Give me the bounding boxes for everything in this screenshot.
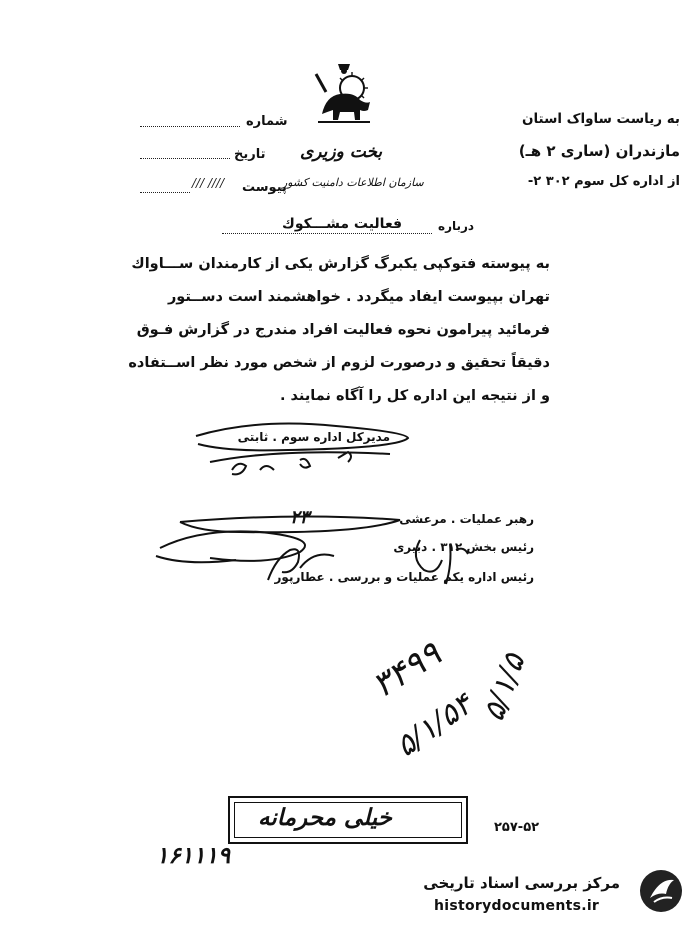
number-label: شماره [246,114,288,129]
operations-line: رهبر عملیات . مرعشی [399,512,534,526]
handwritten-stamp: سازمان اطلاعات دامنیت کشور [282,176,424,189]
handwritten-number: ۳۴۹۹ [364,633,449,707]
body-line-5: و از نتیجه این اداره کل را آگاه نمایند . [280,388,550,404]
handwritten-date-2: ۵/۱/۵۴ [389,686,480,765]
org-line-1: به ریاست ساواک استان [521,111,680,127]
corner-number: ۱۶۱۱۱۹ [156,842,231,869]
section-head-line: رئیس بخش ۳۱۲ . دبیری [393,540,534,554]
document-code: ۲۵۷-۵۲ [494,820,540,835]
footer-center-name: مرکز بررسی اسناد تاریخی [423,874,620,892]
archive-logo-icon [638,868,684,914]
body-line-2: تهران بپیوست ایفاد میگردد . خواهشمند است دســتور [167,289,550,305]
subject-value: فعالیت مشـــکوك [282,216,403,232]
date-label: تاریخ [234,147,266,162]
attachment-label: پیوست [242,180,287,195]
subject-label: درباره [438,219,475,233]
confidential-stamp-text: خیلی محرمانه [258,804,392,831]
lion-and-sun-emblem [308,62,380,134]
operations-hand: ۲۳ [290,507,310,528]
confidential-stamp [228,796,468,844]
date-field [140,158,230,159]
footer-website: historydocuments.ir [434,898,600,914]
handwritten-note: بخت وزیری [300,142,383,162]
director-signature-line: مدیرکل اداره سوم . ثابتی [237,430,390,444]
number-field [140,126,240,127]
body-line-3: فرمائید پیرامون نحوه فعالیت افراد مندرج در گزارش فـوق [136,322,550,338]
department-head-line: رئیس اداره یکم عملیات و بررسی . عطارپور [274,570,534,584]
from-line: از اداره کل سوم ۳۰۲ ۲- [527,174,680,189]
body-line-1: به پیوسته فتوکپی یکبرگ گزارش یکی از کارمندان ســـاواك [131,256,550,272]
subject-field [222,233,432,234]
attachment-field [140,192,190,193]
attachment-hand: /// //// [192,176,225,190]
handwritten-date: ۵/۱/۵ [476,649,533,726]
body-line-4: دقیقاً تحقیق و درصورت لزوم از شخص مورد نظر اســتفاده [128,355,550,371]
org-line-2: مازندران (ساری ۲ هـ) [518,142,680,160]
